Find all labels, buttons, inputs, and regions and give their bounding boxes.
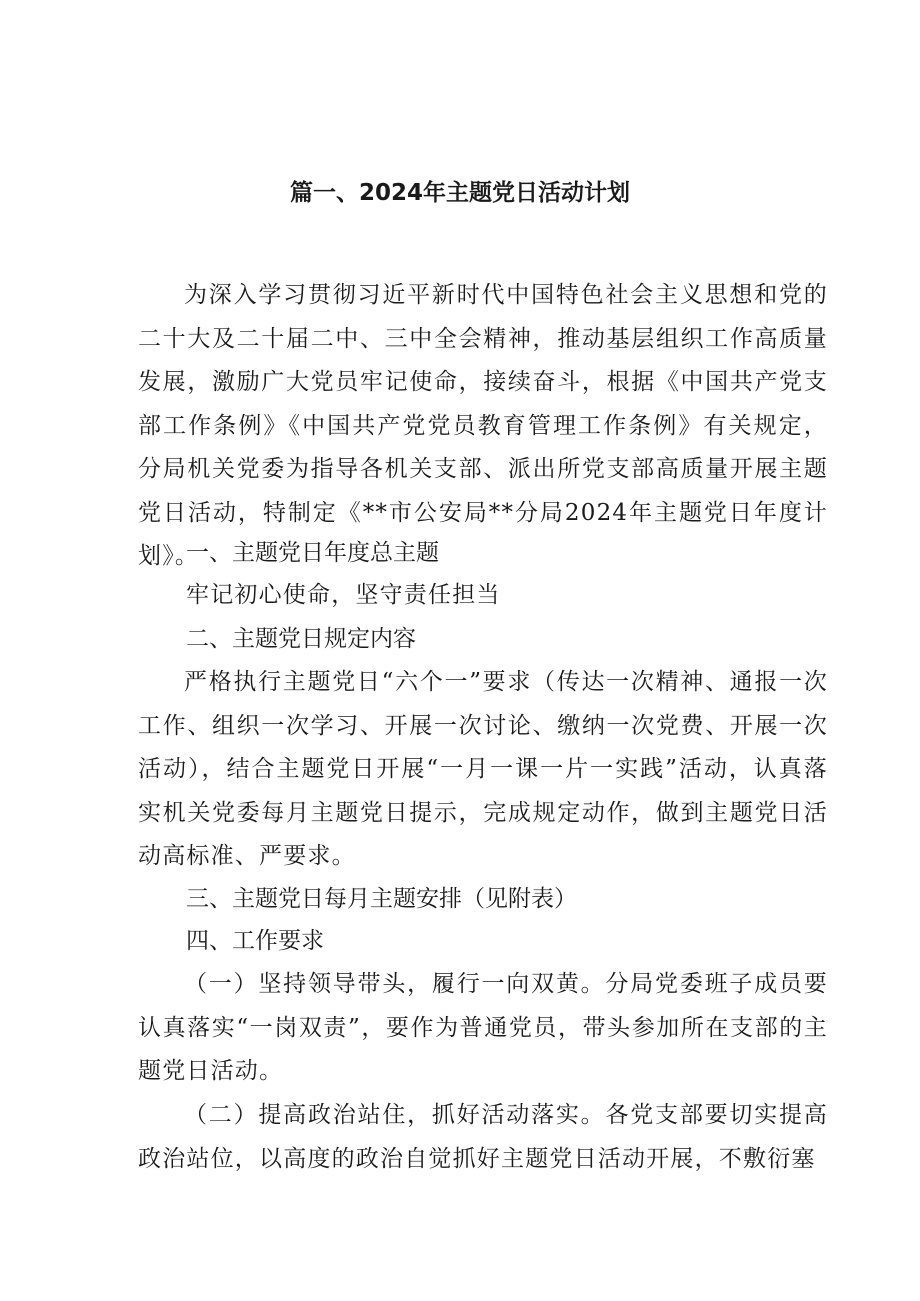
section-heading-work-requirements: 四、工作要求 <box>186 928 324 954</box>
document-title: 篇一、2024年主题党日活动计划 <box>289 180 630 206</box>
required-content-paragraph: 严格执行主题党日“六个一”要求（传达一次精神、通报一次工作、组织一次学习、开展一次讨论、缴纳一次党费、开展一次活动），结合主题党日开展“一月一课一片一实践”活动，认真落实机关党委每月主题党日提示，完成规定动作，做到主题党日活动高标准、严要求。 <box>138 669 828 869</box>
requirement-paragraph-1: （一）坚持领导带头，履行一向双黄。分局党委班子成员要认真落实“一岗双责”，要作为普通党员，带头参加所在支部的主题党日活动。 <box>138 971 828 1084</box>
annual-theme-text: 牢记初心使命，坚守责任担当 <box>186 582 501 608</box>
section-heading-required-content: 二、主题党日规定内容 <box>186 626 416 652</box>
requirement-paragraph-2: （二）提高政治站住，抓好活动落实。各党支部要切实提高政治站位，以高度的政治自觉抓好主题党日活动开展，不敷衍塞 <box>138 1102 828 1172</box>
intro-paragraph: 为深入学习贯彻习近平新时代中国特色社会主义思想和党的二十大及二十届二中、三中全会精神，推动基层组织工作高质量发展，激励广大党员牢记使命，接续奋斗，根据《中国共产党支部工作条例》《中国共产党党员教育管理工作条例》有关规定，分局机关党委为指导各机关支部、派出所党支部高质量开展主题党日活动，特制定《**市公安局**分局2024年主题党日年度计划》。 <box>138 282 828 569</box>
section-heading-annual-theme: 一、主题党日年度总主题 <box>186 540 439 566</box>
section-heading-monthly-arrangement: 三、主题党日每月主题安排（见附表） <box>186 886 577 912</box>
